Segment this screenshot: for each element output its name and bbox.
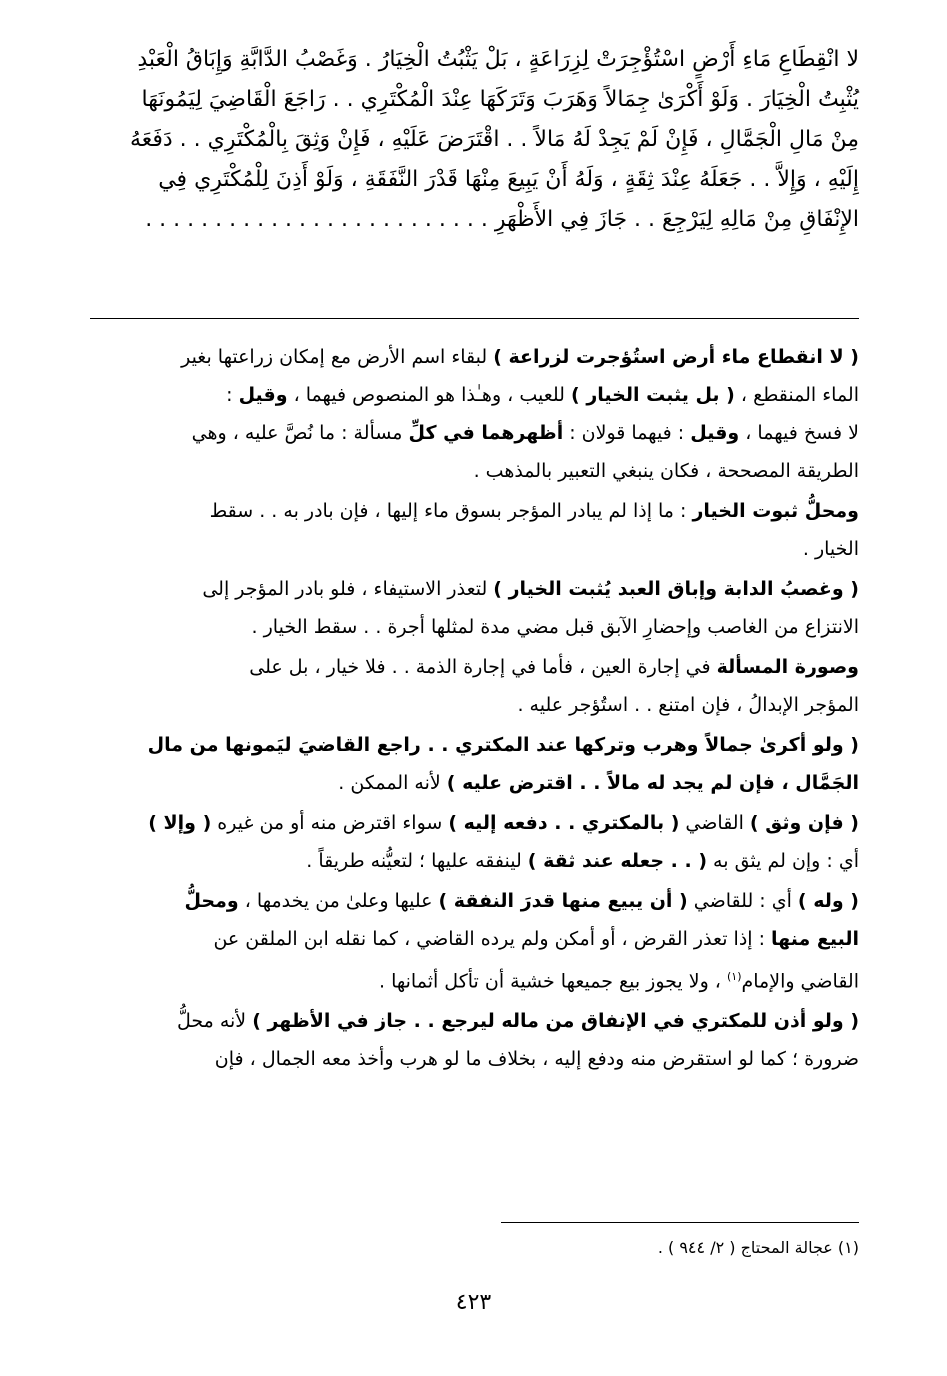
commentary-paragraph xyxy=(90,570,859,646)
quoted-matn: وصورة المسألة xyxy=(716,656,859,678)
quoted-matn: البيع منها xyxy=(771,928,859,950)
commentary-segment: الخيار . xyxy=(802,538,859,560)
matn-text xyxy=(90,40,859,240)
commentary-line xyxy=(90,414,859,452)
commentary-segment: ، ولا يجوز بيع جميعها خشية أن تأكل أثمانها . xyxy=(379,970,727,993)
quoted-matn: ( وله ) xyxy=(797,890,859,912)
commentary-segment: : ما إذا لم يبادر المؤجر بسوق ماء إليها ، فإن بادر به . . سقط xyxy=(209,500,693,522)
commentary-segment: أي : للقاضي xyxy=(687,890,798,912)
quoted-matn: ( لا انقطاع ماء أرض استُؤجرت لزراعة ) xyxy=(493,346,859,368)
commentary-segment: الطريقة المصححة ، فكان ينبغي التعبير بالمذهب . xyxy=(473,460,859,482)
commentary-segment: لأنه محلُّ xyxy=(176,1010,253,1033)
quoted-matn: ( وغصبُ الدابة وإباق العبد يُثبت الخيار ) xyxy=(493,578,859,600)
footnote: (١) عجالة المحتاج ( ٢/ ٩٤٤ ) . xyxy=(657,1238,859,1257)
matn-line: الإِنْفَاقِ مِنْ مَالِهِ لِيَرْجِعَ . . جَازَ فِي الأَظْهَرِ . . . . . . . . . . . . . . . . . . . . . . . . . xyxy=(145,207,859,232)
commentary-line xyxy=(90,492,859,530)
commentary-line xyxy=(90,338,859,376)
commentary-paragraph xyxy=(90,882,859,1000)
commentary-line xyxy=(90,452,859,490)
commentary-line xyxy=(90,1040,859,1078)
quoted-matn: ومحلُّ ثبوت الخيار xyxy=(692,500,859,522)
commentary-segment: لينفقه عليها ؛ لتعيُّنه طريقاً . xyxy=(306,850,528,872)
commentary-line xyxy=(90,570,859,608)
commentary-paragraph xyxy=(90,804,859,880)
commentary-segment: للعيب ، وهـٰذا هو المنصوص فيهما ، xyxy=(287,384,572,406)
commentary-line xyxy=(90,530,859,568)
commentary-segment: القاضي xyxy=(679,812,750,834)
quoted-matn: ( أن يبيع منها قدرَ النفقة ) xyxy=(438,890,688,912)
quoted-matn: ( وإلا ) xyxy=(148,812,212,834)
quoted-matn: وقيل xyxy=(238,384,288,406)
commentary-line xyxy=(90,1002,859,1040)
quoted-matn: الجَمَّال ، فإن لم يجد له مالاً . . اقترض عليه ) xyxy=(446,772,859,794)
commentary-segment: الانتزاع من الغاصب وإحضارِ الآبق قبل مضي مدة لمثلها أجرة . . سقط الخيار . xyxy=(251,616,859,638)
commentary-paragraph xyxy=(90,492,859,568)
commentary-line xyxy=(90,648,859,686)
commentary-paragraph xyxy=(90,1002,859,1078)
commentary-segment: الماء المنقطع ، xyxy=(734,384,859,406)
commentary-segment: : فيهما قولان : xyxy=(563,422,691,444)
separator-rule xyxy=(90,318,859,319)
commentary-segment: ضرورة ؛ كما لو استقرض منه ودفع إليه ، بخلاف ما لو هرب وأخذ معه الجمال ، فإن xyxy=(214,1048,859,1071)
quoted-matn: أظهرهما في كلِّ xyxy=(408,422,564,444)
commentary-segment: القاضي والإمام xyxy=(741,970,859,993)
commentary-line xyxy=(90,764,859,802)
commentary-line xyxy=(90,376,859,414)
matn-line: يُثْبِتُ الْخِيَارَ . وَلَوْ أَكْرَىٰ جِمَالاً وَهَرَبَ وَتَرَكَهَا عِنْدَ الْمُكْتَرِي . . رَاجَعَ الْقَاضِيَ لِيَمُونَهَا xyxy=(141,87,859,112)
commentary-segment: لبقاء اسم الأرض مع إمكان زراعتها بغير xyxy=(181,346,494,368)
commentary-segment: : xyxy=(226,384,239,406)
matn-line: مِنْ مَالِ الْجَمَّالِ ، فَإِنْ لَمْ يَجِدْ لَهُ مَالاً . . اقْتَرَضَ عَلَيْهِ ، فَإِنْ وَثِقَ بِالْمُكْتَرِي . . دَفَعَهُ xyxy=(129,127,859,152)
commentary-segment: : إذا تعذر القرض ، أو أمكن ولم يرده القاضي ، كما نقله ابن الملقن عن xyxy=(213,928,772,950)
commentary-paragraph xyxy=(90,726,859,802)
commentary-segment: المؤجر الإبدالُ ، فإن امتنع . . استُؤجر عليه . xyxy=(517,694,859,716)
matn-line: لا انْقِطَاعِ مَاءِ أَرْضٍ اسْتُؤْجِرَتْ لِزِرَاعَةٍ ، بَلْ يَثْبُتُ الْخِيَارُ . وَغَصْبُ الدَّابَّةِ وَإِبَاقُ الْعَبْدِ xyxy=(137,47,859,72)
commentary-line xyxy=(90,608,859,646)
footnote-marker: (١) xyxy=(726,970,742,983)
matn-line: إِلَيْهِ ، وَإِلاَّ . . جَعَلَهُ عِنْدَ ثِقَةٍ ، وَلَهُ أَنْ يَبِيعَ مِنْهَا قَدْرَ النَّفَقَةِ ، وَلَوْ أَذِنَ لِلْمُكْتَرِي فِي xyxy=(158,167,859,192)
commentary-paragraph xyxy=(90,338,859,490)
commentary-paragraph xyxy=(90,648,859,724)
commentary-line xyxy=(90,842,859,880)
commentary-line xyxy=(90,804,859,842)
commentary-segment: أي : وإن لم يثق به xyxy=(707,850,859,872)
quoted-matn: ( ولو أذن للمكتري في الإنفاق من ماله ليرجع . . جاز في الأظهر ) xyxy=(252,1010,859,1033)
quoted-matn: ومحلُّ xyxy=(184,890,239,912)
commentary-line xyxy=(90,686,859,724)
commentary-segment: لا فسخ فيهما ، xyxy=(739,422,859,444)
page-number: ٤٢٣ xyxy=(455,1290,492,1315)
commentary-text xyxy=(90,338,859,1080)
commentary-segment: لتعذر الاستيفاء ، فلو بادر المؤجر إلى xyxy=(202,578,494,600)
commentary-segment: مسألة : ما نُصَّ عليه ، وهي xyxy=(191,422,409,444)
footnote-rule xyxy=(501,1222,859,1223)
commentary-line xyxy=(90,920,859,958)
commentary-line xyxy=(90,726,859,764)
commentary-segment: لأنه الممكن . xyxy=(338,772,447,794)
commentary-line xyxy=(90,882,859,920)
quoted-matn: ( بل يثبت الخيار ) xyxy=(571,384,735,406)
commentary-segment: عليها وعلىٰ من يخدمها ، xyxy=(238,890,439,912)
quoted-matn: ( . . جعله عند ثقة ) xyxy=(527,850,708,872)
commentary-segment: سواء اقترض منه أو من غيره xyxy=(211,812,449,834)
quoted-matn: ( فإن وثق ) xyxy=(749,812,859,834)
quoted-matn: ( بالمكتري . . دفعه إليه ) xyxy=(448,812,680,834)
quoted-matn: وقيل xyxy=(690,422,740,444)
commentary-segment: في إجارة العين ، فأما في إجارة الذمة . . فلا خيار ، بل على xyxy=(249,656,717,678)
commentary-line xyxy=(90,958,859,1000)
quoted-matn: ( ولو أكرىٰ جمالاً وهرب وتركها عند المكتري . . راجع القاضيَ ليَمونها من مال xyxy=(147,734,859,756)
